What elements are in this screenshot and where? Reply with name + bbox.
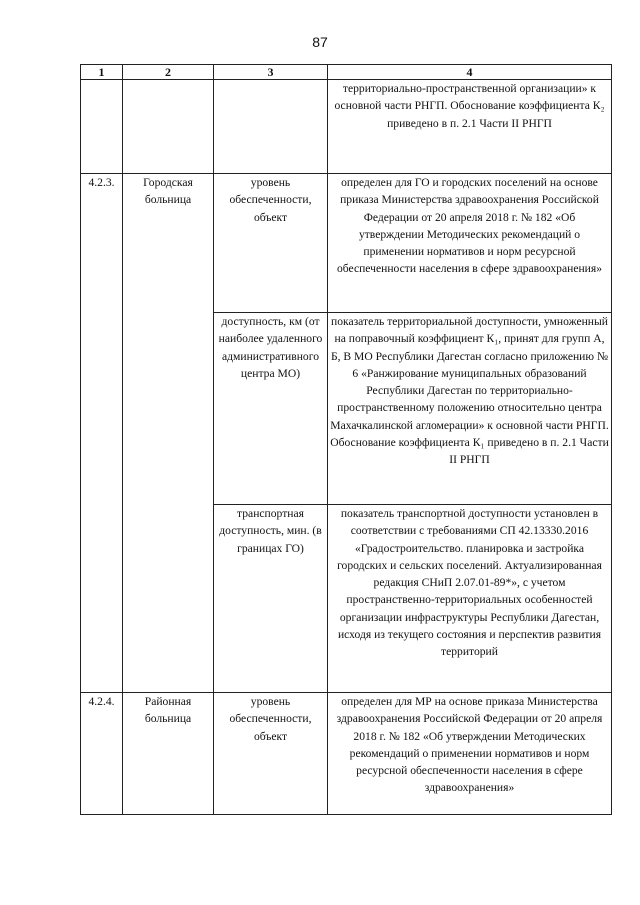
table-cell-indicator: уровень обеспеченности, объект: [214, 174, 328, 313]
column-header-2: 2: [123, 65, 214, 80]
table-cell-description: определен для МР на основе приказа Министерства здравоохранения Российской Федерации от 20 апреля 2018 г. № 182 «Об утверждении Методических рекомендаций о применении нормативов и норм ресурсной обеспеченности населения в сфере здравоохранения»: [328, 693, 612, 815]
norms-table: [80, 64, 612, 815]
table-cell-description: показатель территориальной доступности, умноженный на поправочный коэффициент К₁, принят для групп А, Б, В МО Республики Дагестан согласно приложению № 6 «Ранжирование муниципальных образований Республики Дагестан по территориально-пространственному положению относительно центра Махачкалинской агломерации» к основной части РНГП. Обоснование коэффициента К₁ приведено в п. 2.1 Части II РНГП: [328, 313, 612, 505]
column-header-1: 1: [81, 65, 123, 80]
column-header-3: 3: [214, 65, 328, 80]
table-cell-number: 4.2.3.: [81, 174, 123, 693]
table-cell-facility: Районная больница: [123, 693, 214, 815]
table-cell-indicator: доступность, км (от наиболее удаленного административного центра МО): [214, 313, 328, 505]
page-number: 87: [312, 34, 328, 50]
column-header-4: 4: [328, 65, 612, 80]
table-row: [81, 693, 612, 815]
table-cell-facility: Городская больница: [123, 174, 214, 693]
description-text: территориально-пространственной организации» к основной части РНГП. Обоснование коэффициента К₂ приведено в п. 2.1 Части II РНГП: [334, 82, 605, 130]
table-cell: [81, 80, 123, 174]
table-cell-indicator: уровень обеспеченности, объект: [214, 693, 328, 815]
table-cell: [214, 80, 328, 174]
table-row: [81, 174, 612, 313]
table-cell-indicator: транспортная доступность, мин. (в границах ГО): [214, 505, 328, 693]
table-cell: [123, 80, 214, 174]
table-cell-description: [328, 80, 612, 174]
table-cell-description: показатель транспортной доступности установлен в соответствии с требованиями СП 42.13330.2016 «Градостроительство. планировка и застройка городских и сельских поселений. Актуализированная редакция СНиП 2.07.01-89*», с учетом пространственно-территориальных особенностей организации инфраструктуры Республики Дагестан, исходя из текущего состояния и перспектив развития территорий: [328, 505, 612, 693]
table-cell-number: 4.2.4.: [81, 693, 123, 815]
table-cell-description: определен для ГО и городских поселений на основе приказа Министерства здравоохранения Российской Федерации от 20 апреля 2018 г. № 182 «Об утверждении Методических рекомендаций о применении нормативов и норм ресурсной обеспеченности населения в сфере здравоохранения»: [328, 174, 612, 313]
table-header-row: [81, 65, 612, 80]
table-row-continued: [81, 80, 612, 174]
